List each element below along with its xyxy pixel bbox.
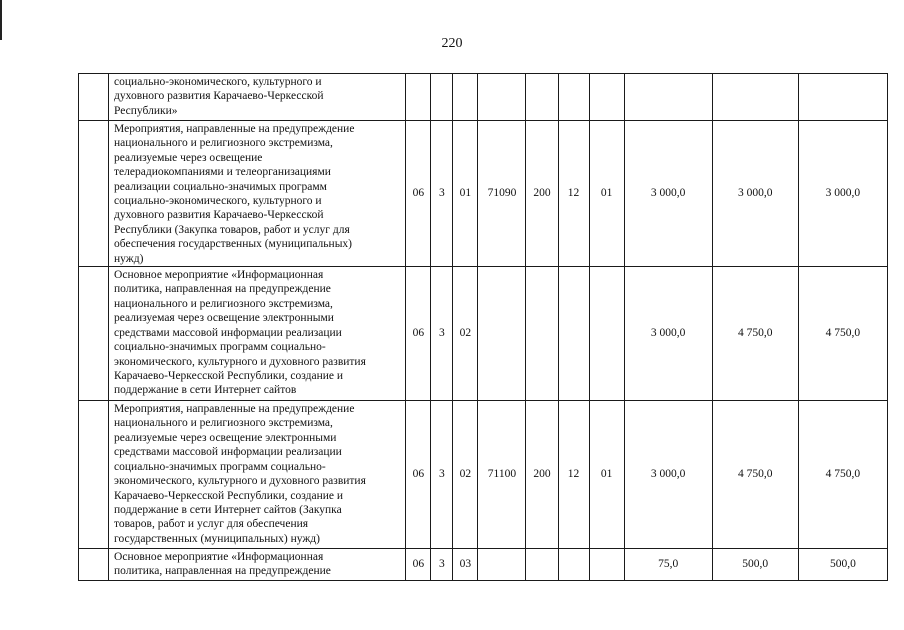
code-cell: 200 [526, 401, 558, 549]
code-cell [526, 74, 558, 121]
amount-cell: 4 750,0 [798, 401, 887, 549]
code-cell [589, 549, 624, 581]
code-cell: 3 [431, 549, 453, 581]
row-description: Основное мероприятие «Информационная политика, направленная на предупреждение национального и религиозного экстремизма, реализуемая через освещение электронными средствами массовой информации реализации социально-значимых программ социально- экономического, культурного и духовного развития Карачаево-Черкесской Республики, создание и поддержание в сети Интернет сайтов [109, 267, 406, 401]
code-cell: 01 [589, 121, 624, 267]
row-description: Мероприятия, направленные на предупреждение национального и религиозного экстремизма, реализуемые через освещение телерадиокомпаниями и телеорганизациями реализации социально-значимых программ социально-экономического, культурного и духовного развития Карачаево-Черкесской Республики (Закупка товаров, работ и услуг для обеспечения государственных (муниципальных) нужд) [109, 121, 406, 267]
amount-cell: 3 000,0 [798, 121, 887, 267]
code-cell: 06 [406, 401, 431, 549]
code-cell: 01 [453, 121, 478, 267]
table-row [79, 74, 888, 121]
budget-table [78, 73, 888, 581]
page-number: 220 [441, 36, 463, 51]
code-cell [406, 74, 431, 121]
amount-cell [712, 74, 798, 121]
amount-cell [798, 74, 887, 121]
code-cell: 3 [431, 121, 453, 267]
empty-cell [79, 549, 109, 581]
amount-cell: 500,0 [798, 549, 887, 581]
amount-cell: 3 000,0 [624, 401, 712, 549]
amount-cell: 75,0 [624, 549, 712, 581]
row-description: Мероприятия, направленные на предупреждение национального и религиозного экстремизма, реализуемые через освещение электронными средствами массовой информации реализации социально-значимых программ социально- экономического, культурного и духовного развития Карачаево-Черкесской Республики, создание и поддержание в сети Интернет сайтов (Закупка товаров, работ и услуг для обеспечения государственных (муниципальных) нужд) [109, 401, 406, 549]
code-cell [558, 549, 589, 581]
code-cell: 06 [406, 549, 431, 581]
code-cell: 06 [406, 121, 431, 267]
empty-cell [79, 267, 109, 401]
code-cell [431, 74, 453, 121]
code-cell: 71100 [478, 401, 526, 549]
amount-cell: 4 750,0 [712, 401, 798, 549]
amount-cell: 500,0 [712, 549, 798, 581]
code-cell: 02 [453, 267, 478, 401]
code-cell: 01 [589, 401, 624, 549]
code-cell: 03 [453, 549, 478, 581]
amount-cell: 3 000,0 [712, 121, 798, 267]
amount-cell [624, 74, 712, 121]
code-cell: 02 [453, 401, 478, 549]
table-row [79, 121, 888, 267]
row-description: социально-экономического, культурного и духовного развития Карачаево-Черкесской Республики» [109, 74, 406, 121]
code-cell: 71090 [478, 121, 526, 267]
table-row [79, 401, 888, 549]
code-cell: 200 [526, 121, 558, 267]
code-cell: 12 [558, 401, 589, 549]
empty-cell [79, 121, 109, 267]
code-cell: 12 [558, 121, 589, 267]
code-cell: 06 [406, 267, 431, 401]
code-cell [478, 267, 526, 401]
code-cell [589, 267, 624, 401]
code-cell [526, 549, 558, 581]
code-cell [558, 74, 589, 121]
code-cell [478, 74, 526, 121]
amount-cell: 3 000,0 [624, 267, 712, 401]
code-cell [453, 74, 478, 121]
empty-cell [79, 401, 109, 549]
code-cell [558, 267, 589, 401]
empty-cell [79, 74, 109, 121]
amount-cell: 4 750,0 [798, 267, 887, 401]
table-row [79, 549, 888, 581]
code-cell: 3 [431, 267, 453, 401]
table-row [79, 267, 888, 401]
amount-cell: 3 000,0 [624, 121, 712, 267]
code-cell: 3 [431, 401, 453, 549]
amount-cell: 4 750,0 [712, 267, 798, 401]
code-cell [526, 267, 558, 401]
code-cell [478, 549, 526, 581]
row-description: Основное мероприятие «Информационная политика, направленная на предупреждение [109, 549, 406, 581]
scan-edge-mark [0, 0, 2, 40]
code-cell [589, 74, 624, 121]
